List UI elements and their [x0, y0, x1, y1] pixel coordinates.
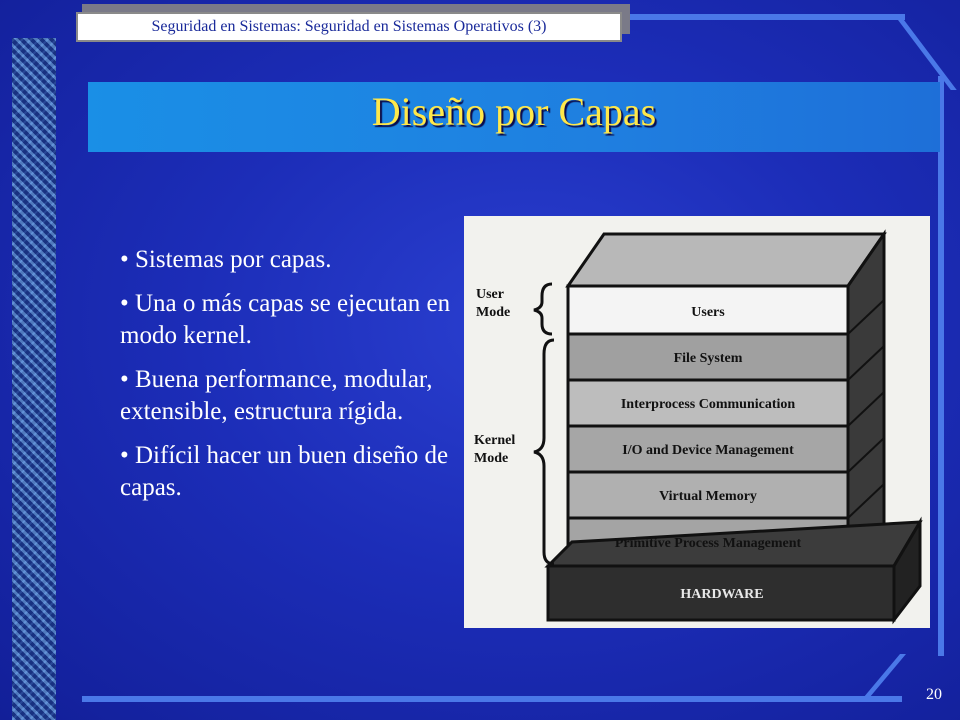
- kernel-mode-brace: [534, 340, 554, 564]
- frame-line-bottom: [82, 696, 902, 702]
- user-mode-brace: [534, 284, 552, 334]
- header-title: Seguridad en Sistemas: Seguridad en Sistemas Operativos (3): [151, 18, 547, 35]
- decorative-pattern-strip: [12, 38, 56, 720]
- slide-title: Diseño por Capas: [371, 89, 657, 134]
- bullet-item: • Buena performance, modular, extensible, estructura rígida.: [120, 366, 433, 425]
- frame-line-top: [620, 14, 905, 20]
- bullet-list: [120, 244, 460, 516]
- layer-stack-svg: [464, 216, 930, 628]
- hardware-label: HARDWARE: [680, 587, 764, 602]
- header-box: [76, 12, 622, 42]
- kernel-mode-label-line1: Kernel: [474, 433, 516, 448]
- frame-line-right: [938, 76, 944, 656]
- user-mode-label-line1: User: [476, 287, 504, 302]
- stack-top-face: [568, 234, 884, 286]
- layer-label: File System: [673, 351, 743, 366]
- stack-side-face: [848, 234, 884, 566]
- frame-line-diagonal-top: [898, 20, 957, 90]
- layer-label: I/O and Device Management: [622, 443, 794, 458]
- bullet-item: • Difícil hacer un buen diseño de capas.: [120, 442, 449, 501]
- layer-label: Primitive Process Management: [614, 536, 802, 551]
- layered-os-diagram: [464, 216, 930, 628]
- bullet-item: • Sistemas por capas.: [120, 246, 332, 273]
- bullet-item: • Una o más capas se ejecutan en modo kernel.: [120, 290, 451, 349]
- layer-label: Virtual Memory: [659, 489, 757, 504]
- page-number: 20: [926, 686, 942, 703]
- kernel-mode-label-line2: Mode: [474, 451, 509, 466]
- layer-label: Users: [691, 305, 725, 320]
- user-mode-label-line2: Mode: [476, 305, 511, 320]
- layer-label: Interprocess Communication: [620, 397, 796, 412]
- frame-line-diagonal-bottom: [861, 654, 906, 700]
